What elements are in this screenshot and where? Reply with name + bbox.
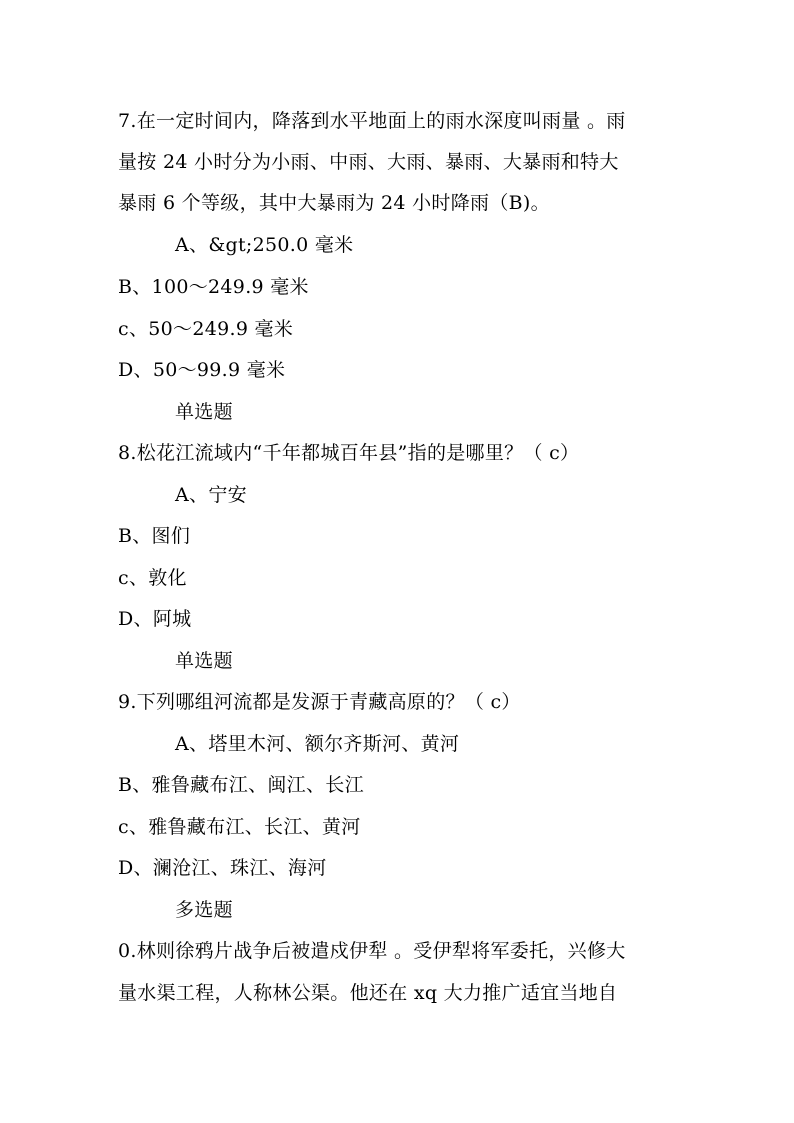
q7-option-b: B、100～249.9 毫米 [118, 276, 309, 298]
q8-option-d: D、阿城 [118, 608, 192, 630]
q7-option-d: D、50～99.9 毫米 [118, 359, 286, 381]
q7-type-label: 单选题 [175, 401, 233, 423]
q8-option-c: c、敦化 [118, 567, 187, 589]
q8-option-a: A、宁安 [175, 484, 247, 506]
q9-type-label: 多选题 [175, 899, 233, 921]
q7-option-a: A、&gt;250.0 毫米 [175, 234, 354, 256]
q7-stem-line-2: 量按 24 小时分为小雨、中雨、大雨、暴雨、大暴雨和特大 [118, 151, 619, 173]
q9-option-a: A、塔里木河、额尔齐斯河、黄河 [175, 733, 460, 755]
q10-stem-line-1: 0.林则徐鸦片战争后被遣戍伊犁 。受伊犁将军委托，兴修大 [118, 940, 626, 962]
q8-stem-line-1: 8.松花江流域内“千年都城百年县”指的是哪里？（ c） [118, 442, 580, 464]
q9-stem-line-1: 9.下列哪组河流都是发源于青藏高原的？（ c） [118, 691, 521, 713]
q7-stem-line-1: 7.在一定时间内，降落到水平地面上的雨水深度叫雨量 。雨 [118, 110, 626, 132]
q7-stem-line-3: 暴雨 6 个等级，其中大暴雨为 24 小时降雨（B)。 [118, 192, 550, 214]
q9-option-d: D、澜沧江、珠江、海河 [118, 857, 327, 879]
q9-option-b: B、雅鲁藏布江、闽江、长江 [118, 774, 364, 796]
q8-type-label: 单选题 [175, 650, 233, 672]
q7-option-c: c、50～249.9 毫米 [118, 318, 294, 340]
q9-option-c: c、雅鲁藏布江、长江、黄河 [118, 816, 361, 838]
q8-option-b: B、图们 [118, 525, 191, 547]
q10-stem-line-2: 量水渠工程，人称林公渠。他还在 xq 大力推广适宜当地自 [118, 982, 618, 1004]
